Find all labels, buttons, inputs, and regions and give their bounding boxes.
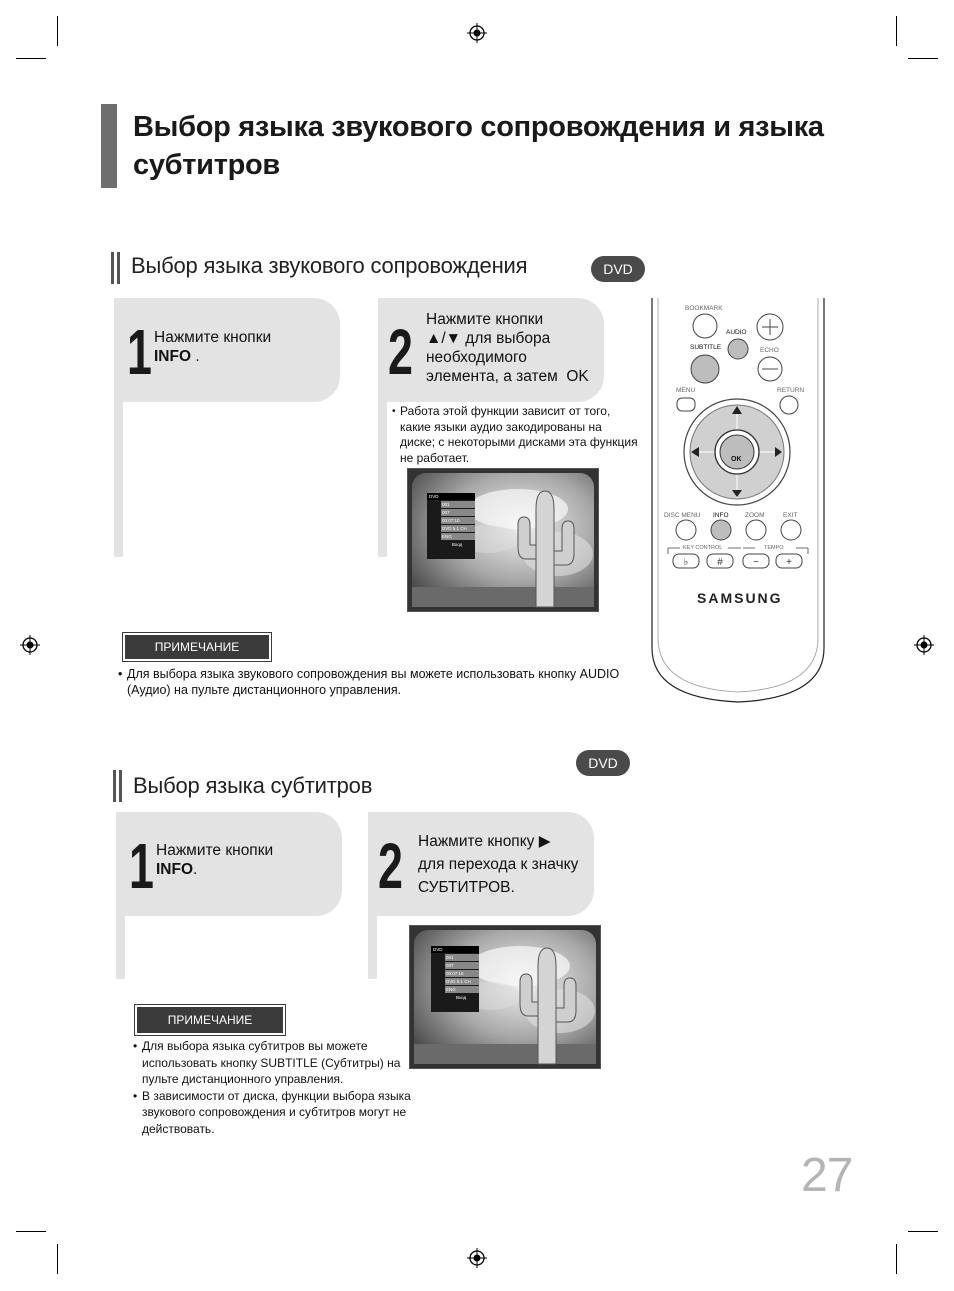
note-label: ПРИМЕЧАНИЕ xyxy=(123,633,271,661)
svg-text:−: − xyxy=(753,557,759,568)
step-line: элемента, а затем xyxy=(426,368,558,385)
registration-mark-icon xyxy=(467,1248,487,1268)
ok-key: OK xyxy=(566,368,589,385)
ok-label: OK xyxy=(731,456,742,463)
dvd-badge: DVD xyxy=(591,256,645,282)
tv-screen-image xyxy=(409,925,601,1069)
osd-header: DVD xyxy=(427,493,475,500)
audio-label: AUDIO xyxy=(726,329,747,336)
subtitle-step2-text xyxy=(418,830,578,899)
step-number: 1 xyxy=(129,830,154,902)
section-bar xyxy=(111,252,114,284)
osd-row: 007 xyxy=(441,509,475,516)
subtitle-section-title: Выбор языка субтитров xyxy=(133,773,373,798)
crop-mark xyxy=(57,16,58,46)
osd-menu xyxy=(427,493,475,559)
audio-step2-text xyxy=(426,310,589,386)
note-text: Для выбора языка звукового сопровождения вы можете использовать кнопку AUDIO (Аудио) на пульте дистанционного управления. xyxy=(127,667,620,697)
registration-mark-icon xyxy=(20,635,40,655)
osd-row: Вход xyxy=(456,995,467,1000)
card-strip xyxy=(114,402,123,557)
step-line: ▲/▼ для выбора xyxy=(426,330,551,347)
osd-row: 00:07:10 xyxy=(445,970,479,977)
note-text: Для выбора языка субтитров вы можете использовать кнопку SUBTITLE (Субтитры) на пульте дистанционного управления. xyxy=(142,1039,401,1086)
card-strip xyxy=(368,916,377,979)
svg-text:#: # xyxy=(717,557,723,568)
osd-row: 001 xyxy=(445,954,479,961)
registration-mark-icon xyxy=(914,635,934,655)
osd-row: 001 xyxy=(441,501,475,508)
key-control-label: KEY CONTROL xyxy=(683,545,723,551)
step-number: 2 xyxy=(378,830,403,902)
info-key: INFO xyxy=(154,348,192,365)
title-bar xyxy=(101,104,117,188)
crop-mark xyxy=(896,1244,897,1274)
section-bar xyxy=(117,252,120,284)
note-text: В зависимости от диска, функции выбора языка звукового сопровождения и субтитров могут не действовать. xyxy=(142,1088,411,1136)
step-line: для перехода к значку xyxy=(418,856,579,873)
bullet-marker: • xyxy=(133,1088,138,1103)
step-instruction: Нажмите кнопки xyxy=(156,842,274,859)
tempo-label: TEMPO xyxy=(764,545,784,551)
card-strip xyxy=(378,402,387,557)
step-instruction: Нажмите кнопки xyxy=(154,329,272,346)
samsung-logo: SAMSUNG xyxy=(697,590,783,606)
svg-text:+: + xyxy=(786,557,792,568)
bookmark-label: BOOKMARK xyxy=(685,305,723,312)
zoom-label: ZOOM xyxy=(745,512,765,519)
osd-row: ENG xyxy=(441,533,475,540)
card-strip xyxy=(116,916,125,979)
info-label: INFO xyxy=(713,512,729,519)
note-item xyxy=(133,1038,415,1088)
step-number: 1 xyxy=(127,316,152,388)
subtitle-step1-text xyxy=(156,841,273,879)
crop-mark xyxy=(16,58,46,59)
step-line: СУБТИТРОВ. xyxy=(418,879,515,896)
step-line: Нажмите кнопки xyxy=(426,311,544,328)
section-bar xyxy=(119,770,122,802)
info-key: INFO xyxy=(156,861,194,878)
osd-row: ENG xyxy=(445,986,479,993)
crop-mark xyxy=(908,58,938,59)
crop-mark xyxy=(896,16,897,46)
bullet-text: Работа этой функции зависит от того, какие языки аудио закодированы на диске; с некоторыми дисками эта функция не работает. xyxy=(400,404,638,465)
page-title: Выбор языка звукового сопровождения и языка субтитров xyxy=(133,111,824,181)
menu-label: MENU xyxy=(676,387,696,394)
svg-text:♭: ♭ xyxy=(683,557,689,568)
crop-mark xyxy=(16,1231,46,1232)
osd-row: 00:07:10 xyxy=(441,517,475,524)
audio-step1-text xyxy=(154,328,271,366)
bullet-marker: • xyxy=(392,406,396,417)
crop-mark xyxy=(908,1231,938,1232)
subtitle-notes xyxy=(133,1038,415,1137)
exit-label: EXIT xyxy=(783,512,798,519)
osd-row: Вход xyxy=(452,542,463,547)
audio-section-title: Выбор языка звукового сопровождения xyxy=(131,253,528,278)
osd-row: DVD 5.1 CH xyxy=(441,525,475,532)
bullet-marker: • xyxy=(118,667,123,681)
step-line: Нажмите кнопку ▶ xyxy=(418,833,551,850)
note-item xyxy=(133,1088,415,1138)
disc-menu-label: DISC MENU xyxy=(664,512,701,519)
step-line: необходимого xyxy=(426,349,527,366)
page-number: 27 xyxy=(801,1149,853,1202)
audio-step2-bullet xyxy=(392,404,640,466)
step-suffix: . xyxy=(191,348,200,365)
audio-note xyxy=(118,666,628,698)
remote-labels xyxy=(648,298,830,706)
crop-mark xyxy=(57,1244,58,1274)
step-number: 2 xyxy=(388,316,413,388)
subtitle-label: SUBTITLE xyxy=(690,344,722,351)
step-suffix: . xyxy=(193,861,198,878)
osd-row: 007 xyxy=(445,962,479,969)
registration-mark-icon xyxy=(467,23,487,43)
note-label: ПРИМЕЧАНИЕ xyxy=(135,1005,285,1035)
osd-row: DVD 5.1 CH xyxy=(445,978,479,985)
osd-menu xyxy=(431,946,479,1012)
bullet-marker: • xyxy=(133,1039,138,1053)
osd-header: DVD xyxy=(431,946,479,953)
section-bar xyxy=(113,770,116,802)
dvd-badge: DVD xyxy=(576,750,630,776)
echo-label: ECHO xyxy=(760,347,779,354)
tv-screen-image xyxy=(407,468,599,612)
return-label: RETURN xyxy=(777,387,805,394)
